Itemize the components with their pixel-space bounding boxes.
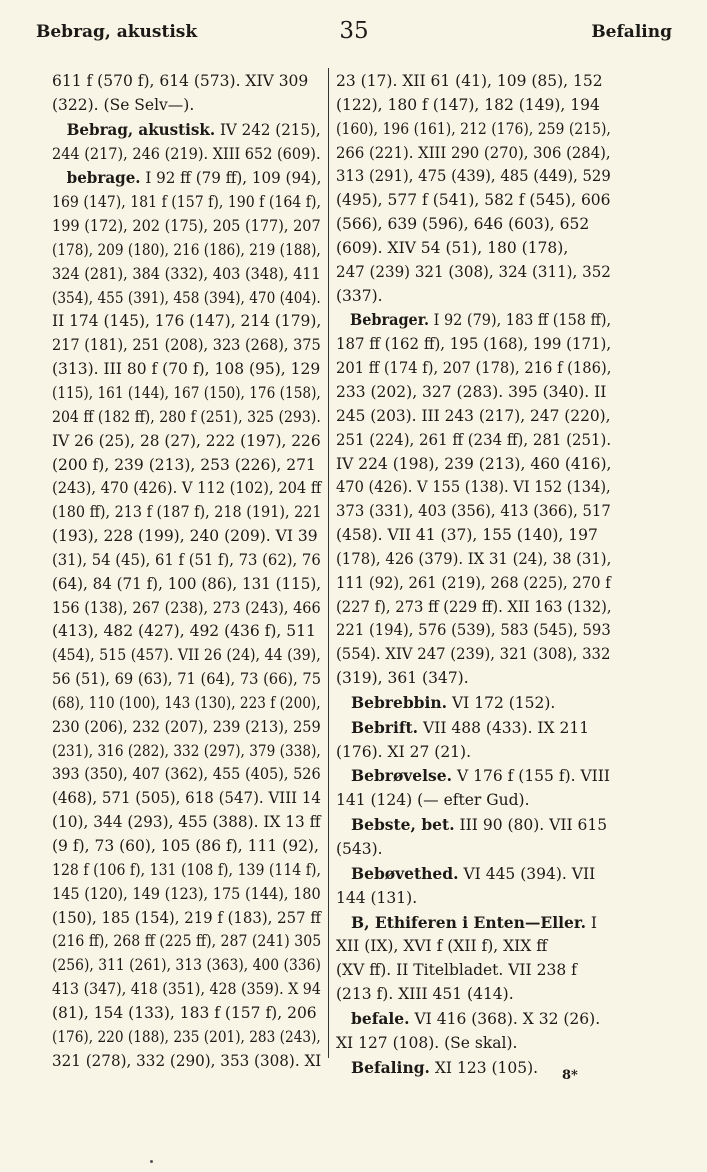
index-references: 373 (331), 403 (356), 413 (366), 517	[336, 502, 611, 521]
index-references: 141 (124) (— efter Gud).	[336, 791, 530, 810]
index-line	[336, 381, 611, 405]
index-line	[52, 477, 322, 501]
index-references: V 176 f (155 f). VIII	[452, 767, 611, 786]
index-line	[336, 838, 611, 862]
index-line	[52, 740, 321, 764]
index-headword: Bebøvethed.	[351, 863, 459, 883]
index-references: VI 445 (394). VII	[458, 864, 596, 883]
index-line	[336, 94, 611, 118]
index-line	[52, 310, 320, 334]
index-references: (XV ff). II Titelbladet. VII 238 f	[336, 961, 577, 980]
index-line	[336, 935, 611, 959]
column-divider	[328, 68, 329, 1058]
index-line	[336, 716, 611, 741]
index-references: (160), 196 (161), 212 (176), 259 (215),	[336, 119, 611, 138]
index-references: (193), 228 (199), 240 (209). VI 39	[52, 527, 318, 546]
index-references: 156 (138), 267 (238), 273 (243), 466	[52, 598, 321, 617]
index-line	[52, 406, 321, 430]
index-line	[336, 405, 609, 429]
index-references: 187 ff (162 ff), 195 (168), 199 (171),	[336, 335, 612, 354]
index-references: 56 (51), 69 (63), 71 (64), 73 (66), 75	[52, 670, 322, 689]
index-line	[336, 862, 611, 887]
index-references: (609). XIV 54 (51), 180 (178),	[336, 238, 569, 257]
index-references: 230 (206), 232 (207), 239 (213), 259	[52, 717, 321, 736]
right-index-column	[336, 70, 611, 1080]
index-line	[52, 118, 321, 143]
index-references: XI 127 (108). (Se skal).	[336, 1033, 518, 1052]
index-headword: Befaling.	[351, 1057, 430, 1077]
index-references: (64), 84 (71 f), 100 (86), 131 (115),	[52, 574, 322, 593]
index-references: (354), 455 (391), 458 (394), 470 (404).	[52, 288, 321, 307]
index-line	[336, 500, 611, 524]
index-references: 413 (347), 418 (351), 428 (359). X 94	[52, 980, 321, 999]
running-head-right: Befaling	[591, 22, 672, 42]
index-references: (566), 639 (596), 646 (603), 652	[336, 215, 590, 234]
index-references: (122), 180 f (147), 182 (149), 194	[336, 95, 600, 114]
index-line	[52, 382, 321, 406]
index-references: (231), 316 (282), 332 (297), 379 (338),	[52, 741, 321, 760]
index-line	[336, 429, 612, 453]
index-headword: B, Ethiferen i Enten—Eller.	[351, 912, 586, 932]
index-references: IV 242 (215),	[215, 120, 321, 139]
index-references: (543).	[336, 840, 383, 858]
index-line	[336, 308, 612, 333]
index-references: III 90 (80). VII 615	[454, 816, 608, 835]
index-references: (458). VII 41 (37), 155 (140), 197	[336, 526, 598, 545]
page-number: 35	[339, 18, 369, 44]
index-references: VI 416 (368). X 32 (26).	[409, 1009, 601, 1028]
index-line	[52, 883, 321, 907]
index-references: 169 (147), 181 f (157 f), 190 f (164 f),	[52, 193, 321, 212]
index-line	[336, 643, 611, 667]
index-headword: Bebrager.	[349, 310, 430, 330]
index-references: (176), 220 (188), 235 (201), 283 (243),	[52, 1027, 321, 1046]
index-line	[336, 667, 611, 691]
index-references: 23 (17). XII 61 (41), 109 (85), 152	[336, 72, 603, 90]
index-references: (150), 185 (154), 219 f (183), 257 ff	[52, 908, 321, 927]
index-references: II 174 (145), 176 (147), 214 (179),	[52, 312, 322, 331]
index-references: (176). XI 27 (21).	[336, 742, 472, 761]
index-line	[52, 859, 321, 883]
signature-mark: 8*	[562, 1068, 578, 1083]
index-references: VI 172 (152).	[447, 693, 556, 712]
index-references: (413), 482 (427), 492 (436 f), 511	[52, 622, 316, 641]
index-line	[52, 620, 321, 644]
print-speck	[150, 1160, 153, 1163]
index-line	[52, 358, 321, 382]
index-line	[52, 1002, 321, 1026]
index-line	[336, 142, 611, 166]
index-line	[52, 716, 321, 740]
index-line	[52, 787, 321, 811]
index-references: XI 123 (105).	[429, 1058, 539, 1077]
index-line	[336, 572, 611, 596]
index-references: (178), 426 (379). IX 31 (24), 38 (31),	[336, 549, 612, 568]
index-references: 321 (278), 332 (290), 353 (308). XI	[52, 1051, 322, 1070]
index-line	[336, 548, 612, 572]
index-references: (313). III 80 f (70 f), 108 (95), 129	[52, 360, 321, 379]
index-headword: Bebrift.	[351, 717, 419, 737]
index-line	[52, 835, 321, 859]
index-line	[52, 191, 321, 215]
index-references: (337).	[336, 286, 383, 305]
index-line	[336, 261, 611, 285]
index-line	[336, 453, 611, 477]
index-references: (322). (Se Selv—).	[52, 95, 195, 114]
index-references: I 92 ff (79 ff), 109 (94),	[140, 169, 322, 188]
index-references: (454), 515 (457). VII 26 (24), 44 (39),	[52, 646, 321, 665]
index-line	[336, 285, 611, 309]
index-references: 233 (202), 327 (283). 395 (340). II	[336, 382, 607, 401]
running-head-left: Bebrag, akustisk	[36, 22, 198, 42]
index-line	[52, 573, 322, 597]
index-line	[52, 549, 321, 573]
index-references: 247 (239) 321 (308), 324 (311), 352	[336, 262, 611, 281]
index-headword: Bebrøvelse.	[351, 766, 453, 786]
index-line	[336, 741, 611, 765]
index-references: (115), 161 (144), 167 (150), 176 (158),	[52, 383, 321, 402]
index-headword: Bebrag, akustisk.	[66, 119, 216, 139]
index-line	[336, 524, 611, 548]
index-references: 470 (426). V 155 (138). VI 152 (134),	[336, 478, 611, 497]
index-line	[52, 454, 321, 478]
index-line	[336, 333, 612, 357]
index-references: (495), 577 f (541), 582 f (545), 606	[336, 191, 611, 210]
index-line	[52, 978, 321, 1002]
index-references: 324 (281), 384 (332), 403 (348), 411	[52, 264, 321, 283]
index-references: (213 f). XIII 451 (414).	[336, 985, 514, 1004]
index-references: (554). XIV 247 (239), 321 (308), 332	[336, 645, 611, 664]
index-references: (468), 571 (505), 618 (547). VIII 14	[52, 789, 321, 808]
index-line	[336, 887, 611, 911]
index-references: I 92 (79), 183 ff (158 ff),	[429, 311, 612, 330]
left-index-column	[52, 70, 321, 1073]
index-line	[336, 619, 611, 643]
index-references: 251 (224), 261 ff (234 ff), 281 (251).	[336, 430, 612, 449]
index-line	[336, 1032, 611, 1056]
index-line	[52, 525, 321, 549]
index-line	[52, 94, 321, 118]
index-references: (200 f), 239 (213), 253 (226), 271	[52, 455, 316, 474]
index-references: IV 224 (198), 239 (213), 460 (416),	[336, 454, 612, 473]
index-line	[52, 70, 321, 94]
index-line	[52, 954, 321, 978]
index-references: 611 f (570 f), 614 (573). XIV 309	[52, 72, 309, 90]
index-references: 313 (291), 475 (439), 485 (449), 529	[336, 167, 611, 186]
index-line	[52, 930, 322, 954]
index-line	[52, 430, 319, 454]
index-line	[52, 1026, 321, 1050]
index-line	[336, 691, 611, 716]
index-line	[336, 70, 611, 94]
index-line	[52, 215, 321, 239]
index-references: 201 ff (174 f), 207 (178), 216 f (186),	[336, 359, 612, 378]
index-references: (243), 470 (426). V 112 (102), 204 ff	[52, 479, 322, 498]
index-line	[336, 1007, 611, 1032]
index-headword: befale.	[351, 1008, 410, 1028]
index-line	[336, 237, 611, 261]
index-line	[52, 166, 322, 191]
index-line	[52, 263, 321, 287]
index-line	[52, 334, 321, 358]
page-header	[36, 18, 672, 52]
index-line	[52, 692, 321, 716]
index-references: 144 (131).	[336, 888, 418, 907]
index-references: (81), 154 (133), 183 f (157 f), 206	[52, 1003, 317, 1022]
index-references: 204 ff (182 ff), 280 f (251), 325 (293).	[52, 407, 321, 426]
index-line	[336, 983, 611, 1007]
index-line	[336, 118, 611, 142]
index-line	[336, 959, 611, 983]
index-references: IV 26 (25), 28 (27), 222 (197), 226	[52, 431, 321, 450]
index-references: 221 (194), 576 (539), 583 (545), 593	[336, 621, 611, 640]
index-line	[52, 644, 321, 668]
index-references: (319), 361 (347).	[336, 669, 469, 688]
index-line	[52, 668, 322, 692]
index-references: 145 (120), 149 (123), 175 (144), 180	[52, 884, 321, 903]
index-line	[336, 911, 611, 936]
index-line	[336, 213, 611, 237]
index-line	[336, 476, 611, 500]
index-line	[336, 357, 612, 381]
index-references: 244 (217), 246 (219). XIII 652 (609).	[52, 144, 321, 163]
index-references: (9 f), 73 (60), 105 (86 f), 111 (92),	[52, 837, 319, 855]
index-line	[52, 907, 321, 931]
index-line	[52, 239, 321, 263]
index-line	[52, 1050, 322, 1074]
index-references: (68), 110 (100), 143 (130), 223 f (200),	[52, 693, 321, 712]
index-line	[336, 764, 611, 789]
index-headword: Bebste, bet.	[351, 815, 455, 835]
index-line	[336, 596, 612, 620]
index-references: (10), 344 (293), 455 (388). IX 13 ff	[52, 813, 321, 832]
index-references: 217 (181), 251 (208), 323 (268), 375	[52, 336, 321, 355]
index-line	[52, 811, 321, 835]
index-references: (178), 209 (180), 216 (186), 219 (188),	[52, 240, 321, 259]
index-references: (256), 311 (261), 313 (363), 400 (336)	[52, 956, 321, 975]
index-references: (227 f), 273 ff (229 ff). XII 163 (132),	[336, 597, 612, 616]
index-references: XII (IX), XVI f (XII f), XIX ff	[336, 937, 548, 956]
index-line	[336, 813, 611, 838]
index-line	[52, 143, 321, 167]
index-references: (180 ff), 213 f (187 f), 218 (191), 221	[52, 503, 322, 522]
index-references: 111 (92), 261 (219), 268 (225), 270 f	[336, 573, 611, 592]
index-references: 245 (203). III 243 (217), 247 (220),	[336, 406, 611, 425]
index-headword: bebrage.	[66, 168, 141, 188]
index-line	[336, 189, 611, 213]
index-references: 393 (350), 407 (362), 455 (405), 526	[52, 765, 321, 784]
index-references: 128 f (106 f), 131 (108 f), 139 (114 f),	[52, 860, 321, 879]
index-references: I	[586, 913, 598, 932]
index-line	[52, 763, 321, 787]
index-line	[52, 501, 322, 525]
index-references: (31), 54 (45), 61 f (51 f), 73 (62), 76	[52, 550, 321, 569]
index-references: 266 (221). XIII 290 (270), 306 (284),	[336, 143, 611, 162]
index-references: VII 488 (433). IX 211	[418, 718, 590, 737]
index-line	[52, 287, 321, 311]
index-references: (216 ff), 268 ff (225 ff), 287 (241) 305	[52, 932, 322, 951]
index-references: 199 (172), 202 (175), 205 (177), 207	[52, 217, 321, 236]
index-line	[336, 165, 611, 189]
index-line	[336, 789, 611, 813]
index-headword: Bebrebbin.	[351, 692, 448, 712]
index-line	[52, 597, 321, 621]
